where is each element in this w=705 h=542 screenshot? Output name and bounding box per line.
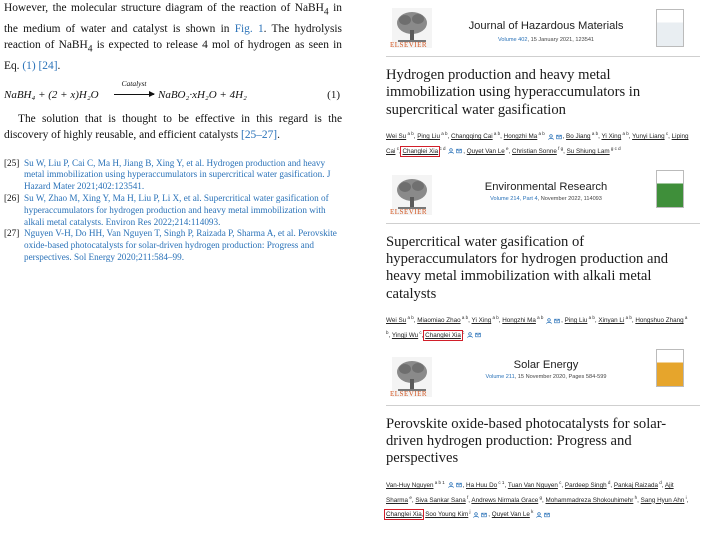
figure-link[interactable]: Fig. 1 [234, 22, 264, 35]
reference-item [4, 158, 342, 193]
author-list [386, 312, 700, 341]
volume-info: Volume 402, 15 January 2021, 123541 [497, 37, 595, 43]
affiliation-marker[interactable]: f [465, 494, 469, 500]
journal-title[interactable]: Journal of Hazardous Materials [468, 20, 624, 32]
author-name[interactable]: Mohammadreza Shokouhimehr [545, 496, 634, 504]
author-name[interactable]: Pankaj Raizada [613, 481, 658, 489]
author-entry: Ajit Sharma $^e$, [386, 481, 674, 504]
volume-link[interactable]: Volume 214, Part 4 [490, 195, 538, 202]
author-entry: Pardeep Singh $^d$, [564, 479, 614, 489]
email-icon[interactable] [556, 134, 562, 140]
author-entry: Bo Jiang $^{a b}$, [566, 131, 602, 141]
author-entry [566, 145, 621, 155]
author-entry: Yi Xing $^{a b}$, [601, 131, 633, 141]
author-name[interactable]: Miaomiao Zhao [417, 317, 461, 325]
highlighted-author-name[interactable]: Changlei Xia [425, 332, 461, 339]
affiliation-marker[interactable]: c [664, 131, 669, 137]
author-profile-icon[interactable] [546, 318, 552, 324]
affiliation-marker[interactable]: a b [590, 131, 599, 137]
author-name[interactable]: Wei Su [386, 133, 407, 141]
author-name[interactable]: Changqing Cai [450, 133, 493, 141]
affiliation-marker[interactable]: a b [624, 315, 632, 321]
volume-link[interactable]: Volume 402 [497, 37, 528, 43]
affiliation-marker[interactable]: a b [386, 315, 688, 335]
author-name[interactable]: Ping Liu [564, 317, 588, 325]
affiliation-marker[interactable]: a b [406, 315, 414, 321]
author-entry: Tuan Van Nguyen $^c$, [507, 479, 565, 489]
article-card [386, 349, 700, 521]
equation-number: (1) [327, 88, 340, 101]
author-name[interactable]: Yi Xing [601, 133, 622, 141]
affiliation-marker[interactable]: g c d [609, 145, 621, 151]
reference-item [4, 228, 342, 263]
author-entry: Hongzhi Ma $^{a b}$ , [502, 315, 565, 325]
author-entry: Ping Liu $^{a b}$, [417, 131, 451, 141]
affiliation-marker[interactable]: a b [492, 131, 501, 137]
publisher-name: ELSEVIER [390, 207, 428, 216]
article-title: Supercritical water gasification of hyperaccumulators for hydrogen production and heavy metal immobilization with alkali metal catalysts [386, 233, 669, 302]
highlighted-author-name[interactable]: Changlei Xia [386, 511, 422, 519]
paper-excerpt [4, 0, 342, 264]
author-entry: Siva Sankar Sana $^f$, [415, 494, 472, 504]
affiliation-marker[interactable]: c [418, 329, 422, 335]
author-name[interactable]: Andrews Nirmala Grace [471, 496, 539, 504]
author-entry: Miaomiao Zhao $^{a b}$, [417, 315, 472, 325]
author-name[interactable]: Hongzhi Ma [503, 133, 538, 141]
author-entry: Xinyan Li $^{a b}$, [598, 315, 636, 325]
affiliation-marker[interactable]: c 1 [497, 479, 505, 485]
journal-title[interactable]: Solar Energy [513, 358, 579, 371]
affiliation-marker[interactable]: c [460, 329, 465, 335]
affiliation-marker[interactable]: h [633, 494, 638, 500]
author-name[interactable]: Ping Liu [417, 133, 440, 141]
email-icon[interactable] [554, 318, 560, 324]
author-list [386, 477, 700, 521]
author-entry: Ping Liu $^{a b}$, [564, 315, 599, 325]
affiliation-marker[interactable]: c [557, 479, 562, 485]
equation-reactants: NaBH₄ + (2 + x)H₂O [4, 88, 99, 101]
affiliation-marker[interactable]: a b [621, 131, 629, 137]
author-name[interactable]: Yi Xing [471, 317, 492, 325]
affiliation-marker[interactable]: k [529, 509, 534, 515]
author-name[interactable]: Ha Huu Do [466, 481, 498, 489]
author-entry: Hongzhi Ma $^{a b}$ , [503, 131, 567, 141]
author-profile-icon[interactable] [473, 512, 479, 518]
author-name[interactable]: Quyet Van Le [491, 511, 530, 519]
email-icon[interactable] [475, 332, 481, 338]
divider [386, 56, 700, 57]
author-entry: Yunyi Liang $^c$, [632, 131, 672, 141]
affiliation-marker[interactable]: e [408, 494, 412, 500]
author-profile-icon[interactable] [448, 482, 454, 488]
author-entry: Christian Sonne $^{f g}$, [512, 145, 567, 155]
email-icon[interactable] [544, 512, 550, 518]
author-entry: Liping Cai $^c$, [386, 133, 689, 155]
author-name[interactable]: Tuan Van Nguyen [507, 481, 558, 489]
affiliation-marker[interactable]: a b [406, 131, 414, 137]
affiliation-marker[interactable]: a b [535, 315, 544, 321]
author-name[interactable]: Van-Huy Nguyen [386, 481, 434, 489]
author-name[interactable]: Hongshuo Zhang [635, 317, 684, 325]
affiliation-marker[interactable]: g [538, 494, 543, 500]
affiliation-marker[interactable]: i [684, 494, 687, 500]
affiliation-marker[interactable]: e [504, 145, 509, 151]
author-entry: Yingji Wu $^c$, [391, 329, 426, 339]
author-entry: Changqing Cai $^{a b}$, [450, 131, 504, 141]
author-name[interactable]: Siva Sankar Sana [415, 496, 466, 504]
affiliation-marker[interactable]: j [468, 509, 471, 515]
author-entry: Van-Huy Nguyen $^{a b 1}$ , [386, 479, 467, 489]
author-name[interactable]: Liping Cai [386, 133, 689, 155]
author-name[interactable]: Yingji Wu [391, 332, 419, 339]
affiliation-marker[interactable]: c d [438, 145, 446, 151]
author-entry: Sang Hyun Ahn $^i$, [640, 494, 689, 504]
author-name[interactable]: Quyet Van Le [466, 148, 505, 155]
citation-link[interactable]: [25–27] [241, 129, 278, 142]
email-icon[interactable] [481, 512, 487, 518]
article-card [386, 167, 700, 342]
author-profile-icon[interactable] [536, 512, 542, 518]
author-name[interactable]: Xinyan Li [598, 317, 625, 325]
author-name[interactable]: Hongzhi Ma [502, 317, 536, 325]
journal-header [386, 349, 700, 405]
journal-cover[interactable] [656, 349, 684, 387]
author-entry: Wei Su $^{a b}$, [386, 131, 418, 141]
affiliation-marker[interactable]: a b 1 [433, 479, 445, 485]
author-entry: Mohammadreza Shokouhimehr $^h$, [545, 494, 641, 504]
author-name[interactable]: Yunyi Liang [632, 133, 665, 141]
affiliation-marker[interactable]: d [606, 479, 611, 485]
author-entry: Ha Huu Do $^{c 1}$, [466, 479, 508, 489]
author-profile-icon[interactable] [548, 134, 554, 140]
publisher-name: ELSEVIER [390, 389, 428, 398]
author-name[interactable]: Christian Sonne [512, 148, 557, 155]
author-profile-icon[interactable] [448, 148, 454, 154]
author-entry [425, 329, 482, 339]
author-name[interactable]: Wei Su [386, 317, 407, 325]
author-entry [492, 511, 551, 518]
journal-title[interactable]: Environmental Research [484, 180, 608, 193]
author-entry: Changlei Xia $^{c d}$ , [402, 145, 467, 155]
affiliation-marker[interactable]: a b [537, 131, 545, 137]
author-entry: Wei Su $^{a b}$, [386, 315, 418, 325]
volume-link[interactable]: Volume 211 [485, 373, 515, 380]
journal-cover[interactable] [656, 170, 684, 208]
reference-number: [27] [4, 228, 20, 239]
divider [386, 223, 700, 224]
affiliation-marker[interactable]: d [657, 479, 662, 485]
author-name[interactable]: Pardeep Singh [564, 481, 607, 489]
divider [386, 405, 700, 406]
affiliation-marker[interactable]: c [395, 145, 399, 151]
highlighted-author-name[interactable]: Changlei Xia [402, 148, 439, 155]
reference-number: [25] [4, 157, 20, 168]
reference-number: [26] [4, 192, 20, 203]
volume-info: Volume 214, Part 4, November 2022, 114093 [490, 195, 602, 202]
reference-text[interactable]: Nguyen V-H, Do HH, Van Nguyen T, Singh P, Raizada P, Sharma A, et al. Perovskite oxide-based photocatalysts for solar-driven hydrogen production: Progress and perspectives. Sol Energy 2020;211:584–99. [24, 228, 337, 262]
affiliation-marker[interactable]: a b [491, 315, 499, 321]
article-title: Hydrogen production and heavy metal immobilization using hyperaccumulators in supercritical water gasification [386, 67, 641, 118]
publisher-name: ELSEVIER [390, 41, 428, 49]
volume-info: Volume 211, 15 November 2020, Pages 584-599 [485, 373, 607, 380]
author-entry: Pankaj Raizada $^d$, [613, 479, 665, 489]
affiliation-marker[interactable]: a b [439, 131, 448, 137]
author-name[interactable]: Sang Hyun Ahn [640, 496, 685, 504]
email-icon[interactable] [456, 482, 462, 488]
author-entry: Yi Xing $^{a b}$, [471, 315, 503, 325]
author-entry: Hongshuo Zhang $^{a b}$, [386, 315, 688, 339]
affiliation-marker[interactable]: a b [587, 315, 595, 321]
reference-item [4, 193, 342, 228]
author-name[interactable]: Soo Young Kim [425, 511, 469, 519]
journal-cover[interactable] [656, 9, 684, 47]
reaction-arrow [114, 79, 154, 95]
affiliation-marker[interactable]: a b [460, 315, 469, 321]
paragraph-2: The solution that is thought to be effective in this regard is the discovery of highly reusable, and efficient catalysts [25–27]. [4, 112, 342, 142]
journal-header [386, 167, 700, 223]
author-name[interactable]: Su Shiung Lam [566, 148, 610, 155]
reaction-equation [4, 79, 342, 109]
author-name[interactable]: Ajit Sharma [386, 481, 674, 504]
arrow-icon [114, 94, 154, 95]
author-entry: Quyet Van Le $^e$, [466, 145, 513, 155]
equation-link[interactable]: (1) [22, 60, 36, 73]
catalyst-label: Catalyst [121, 78, 147, 88]
equation-products: NaBO₂·xH₂O + 4H₂ [158, 88, 247, 101]
citation-link[interactable]: [24] [38, 60, 58, 73]
author-list [386, 128, 700, 157]
reference-list [4, 158, 342, 264]
affiliation-marker[interactable]: f g [556, 145, 564, 151]
author-entry: Changlei Xia, [386, 511, 426, 519]
article-headers [386, 0, 700, 521]
article-card [386, 0, 700, 158]
author-profile-icon[interactable] [467, 332, 473, 338]
author-name[interactable]: Bo Jiang [566, 133, 591, 141]
reference-text[interactable]: Su W, Liu P, Cai C, Ma H, Jiang B, Xing Y, et al. Hydrogen production and heavy metal immobilization using hyperaccumulators in supercritical water gasification. J Hazard Mater 2021;402:123541. [24, 157, 331, 192]
email-icon[interactable] [456, 148, 462, 154]
journal-header [386, 0, 700, 56]
article-title: Perovskite oxide-based photocatalysts for solar-driven hydrogen production: Progress and perspectives [386, 415, 667, 467]
author-entry: Soo Young Kim $^j$ , [425, 509, 492, 519]
author-entry: Andrews Nirmala Grace $^g$, [471, 494, 546, 504]
reference-text[interactable]: Su W, Zhao M, Xing Y, Ma H, Liu P, Li X, et al. Supercritical water gasification of hyperaccumulators for hydrogen production and heavy metal immobilization with alkali metal catalysts. Environ Res 2022;214:114093. [24, 192, 329, 227]
paragraph-1: However, the molecular structure diagram of the reaction of NaBH$_4$ in the medium of water and catalyst is shown in Fig. 1. The hydrolysis reaction of NaBH$_4$ is expected to release 4 mol of hydrogen as seen in Eq. (1) [24]. [4, 2, 342, 73]
